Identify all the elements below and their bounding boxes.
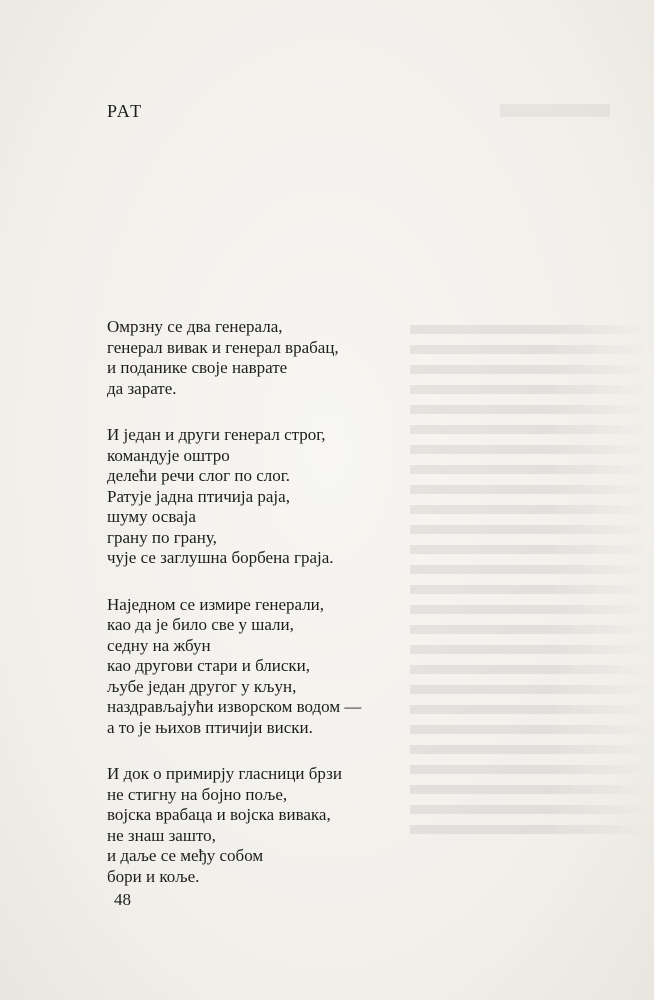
reverse-page-bleed-through	[500, 104, 610, 117]
poem-line: као да је било све у шали,	[107, 615, 294, 634]
poem-line: делећи речи слог по слог.	[107, 466, 291, 485]
poem-line: Ратује јадна птичија раја,	[107, 486, 290, 506]
poem-line: да зарате.	[107, 378, 177, 398]
poem-line: И док о примирју гласници брзи	[107, 764, 342, 783]
poem-line: седну на жбун	[107, 635, 211, 655]
poem-line: чује се заглушна борбена граја.	[107, 548, 334, 567]
poem-line: наздрављајући изворском водом —	[107, 697, 362, 716]
poem-line: не знаш зашто,	[107, 825, 216, 845]
poem-title: РАТ	[107, 101, 144, 121]
poem-line: генерал вивак и генерал врабац,	[107, 337, 339, 357]
poem-line: а то је њихов птичији виски.	[107, 717, 313, 737]
poem-line: бори и коље.	[107, 866, 200, 886]
poem-line: шуму осваја	[107, 507, 196, 526]
poem-line: не стигну на бојно поље,	[107, 784, 288, 804]
poem-line: И један и други генерал строг,	[107, 425, 326, 444]
poem-line: и поданике своје наврате	[107, 358, 288, 377]
stanza	[107, 595, 547, 739]
poem-line: Наједном се измире генерали,	[107, 594, 325, 614]
poem-line: грану по грану,	[107, 527, 217, 547]
stanza	[107, 425, 547, 569]
poem-line: командује оштро	[107, 445, 230, 465]
page-number: 48	[114, 890, 131, 909]
stanza	[107, 317, 547, 399]
poem-line: и даље се међу собом	[107, 846, 264, 865]
poem-line: љубе један другог у кљун,	[107, 676, 297, 696]
poem-line: војска врабаца и војска вивака,	[107, 805, 331, 824]
stanza	[107, 764, 547, 887]
poem-body	[107, 317, 547, 913]
poem-line: као другови стари и блиски,	[107, 656, 311, 675]
poem-line: Омрзну се два генерала,	[107, 317, 283, 336]
